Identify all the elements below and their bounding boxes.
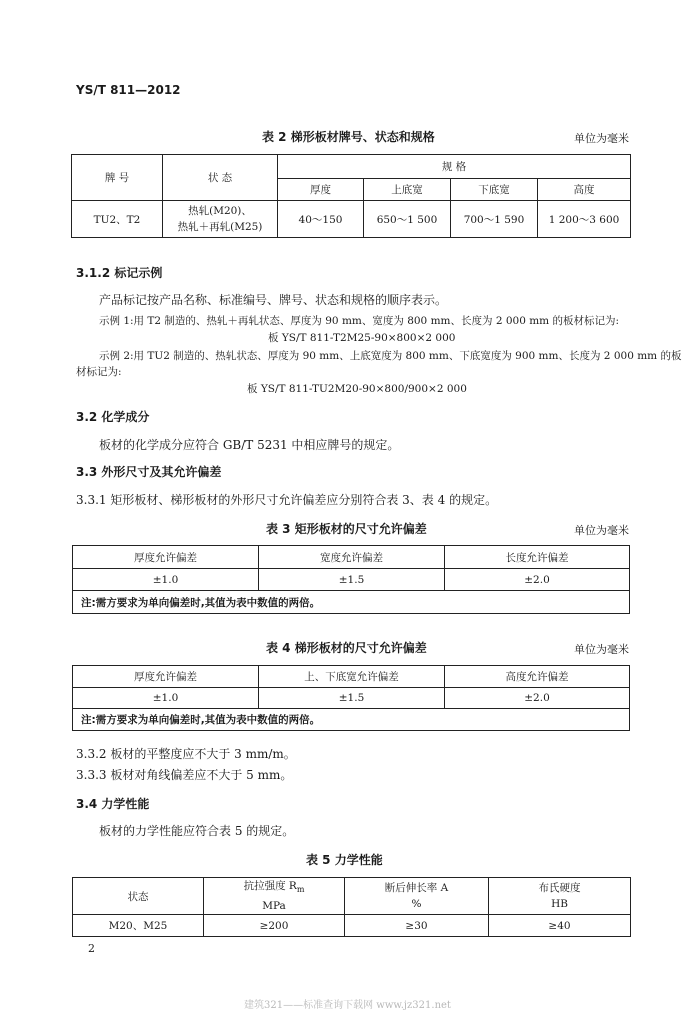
section-3-3-1-text: 3.3.1 矩形板材、梯形板材的外形尺寸允许偏差应分别符合表 3、表 4 的规定。	[76, 493, 498, 507]
section-3-2-paragraph: 板材的化学成分应符合 GB/T 5231 中相应牌号的规定。	[99, 438, 400, 452]
table4-title: 表 4 梯形板材的尺寸允许偏差	[266, 641, 427, 655]
table2-header-state: 状 态	[163, 155, 278, 201]
table5-header-hardness	[489, 878, 631, 915]
table4-header-base-width: 上、下底宽允许偏差	[259, 666, 445, 688]
table2-header-grade: 牌 号	[72, 155, 163, 201]
table5-cell-hardness: ≥40	[489, 915, 631, 937]
table2-cell-state-line1: 热轧(M20)、	[188, 205, 252, 217]
table3-header-thickness: 厚度允许偏差	[73, 546, 259, 569]
table5-header-state: 状态	[73, 878, 204, 915]
section-3-1-2-paragraph: 产品标记按产品名称、标准编号、牌号、状态和规格的顺序表示。	[99, 293, 448, 307]
table3-unit: 单位为毫米	[574, 524, 629, 537]
watermark-text: 建筑321——标准查询下载网 www.jz321.net	[244, 1000, 451, 1011]
table4-header-thickness: 厚度允许偏差	[73, 666, 259, 688]
table3-cell-width: ±1.5	[259, 569, 445, 591]
table3-cell-thickness: ±1.0	[73, 569, 259, 591]
table5-title: 表 5 力学性能	[306, 853, 383, 867]
table2-cell-top-width: 650～1 500	[364, 201, 451, 238]
section-3-1-2-heading: 3.1.2 标记示例	[76, 266, 163, 280]
standard-number: YS/T 811—2012	[76, 83, 181, 97]
table2	[71, 154, 631, 238]
table3-cell-length: ±2.0	[445, 569, 630, 591]
table2-cell-grade: TU2、T2	[72, 201, 163, 238]
table2-unit: 单位为毫米	[574, 132, 629, 145]
page-number: 2	[88, 942, 95, 955]
table4-header-height: 高度允许偏差	[445, 666, 630, 688]
table2-title: 表 2 梯形板材牌号、状态和规格	[262, 130, 435, 144]
section-3-3-2-text: 3.3.2 板材的平整度应不大于 3 mm/m。	[76, 747, 296, 761]
section-3-4-paragraph: 板材的力学性能应符合表 5 的规定。	[99, 824, 295, 838]
table5-header-hardness-label: 布氏硬度	[538, 882, 581, 895]
table5-cell-tensile: ≥200	[204, 915, 345, 937]
table2-cell-thickness: 40～150	[278, 201, 364, 238]
table5-header-hardness-unit: HB	[551, 898, 568, 911]
section-3-3-heading: 3.3 外形尺寸及其允许偏差	[76, 465, 222, 479]
table5-cell-state: M20、M25	[73, 915, 204, 937]
table5-header-elongation-unit: %	[411, 898, 422, 911]
table2-cell-height: 1 200～3 600	[538, 201, 631, 238]
table2-cell-state	[163, 201, 278, 238]
example-2-text-line1: 示例 2:用 TU2 制造的、热轧状态、厚度为 90 mm、上底宽度为 800 mm、下底宽度为 900 mm、长度为 2 000 mm 的板	[99, 350, 682, 362]
example-1-text: 示例 1:用 T2 制造的、热轧＋再轧状态、厚度为 90 mm、宽度为 800 mm、长度为 2 000 mm 的板材标记为:	[99, 315, 620, 327]
table3	[72, 545, 630, 614]
table2-header-spec: 规 格	[278, 155, 631, 179]
table4-cell-thickness: ±1.0	[73, 688, 259, 709]
table4	[72, 665, 630, 731]
example-1-mark: 板 YS/T 811-T2M25-90×800×2 000	[268, 332, 456, 344]
table4-cell-height: ±2.0	[445, 688, 630, 709]
table4-unit: 单位为毫米	[574, 643, 629, 656]
section-3-3-3-text: 3.3.3 板材对角线偏差应不大于 5 mm。	[76, 768, 293, 782]
table5	[72, 877, 631, 937]
table5-header-tensile-label	[204, 878, 344, 898]
table3-header-width: 宽度允许偏差	[259, 546, 445, 569]
table2-cell-bottom-width: 700～1 590	[451, 201, 538, 238]
table5-header-tensile	[204, 878, 345, 915]
table2-header-bottom-width: 下底宽	[451, 179, 538, 201]
section-3-2-heading: 3.2 化学成分	[76, 410, 150, 424]
table3-title: 表 3 矩形板材的尺寸允许偏差	[266, 522, 427, 536]
table3-header-length: 长度允许偏差	[445, 546, 630, 569]
table5-cell-elongation: ≥30	[345, 915, 489, 937]
table2-header-top-width: 上底宽	[364, 179, 451, 201]
table4-note: 注:需方要求为单向偏差时,其值为表中数值的两倍。	[73, 709, 630, 731]
table5-header-tensile-subscript: m	[296, 885, 305, 895]
example-2-mark: 板 YS/T 811-TU2M20-90×800/900×2 000	[247, 383, 467, 395]
table5-header-elongation	[345, 878, 489, 915]
example-2-text-line2: 材标记为:	[76, 366, 122, 378]
table2-cell-state-line2: 热轧＋再轧(M25)	[177, 221, 263, 233]
table2-header-thickness: 厚度	[278, 179, 364, 201]
table5-header-tensile-unit: MPa	[262, 900, 286, 913]
table3-note: 注:需方要求为单向偏差时,其值为表中数值的两倍。	[73, 591, 630, 614]
table2-header-height: 高度	[538, 179, 631, 201]
table4-cell-base-width: ±1.5	[259, 688, 445, 709]
table5-header-elongation-label: 断后伸长率 A	[384, 882, 449, 895]
table5-header-tensile-text: 抗拉强度 R	[243, 880, 297, 892]
section-3-4-heading: 3.4 力学性能	[76, 797, 150, 811]
